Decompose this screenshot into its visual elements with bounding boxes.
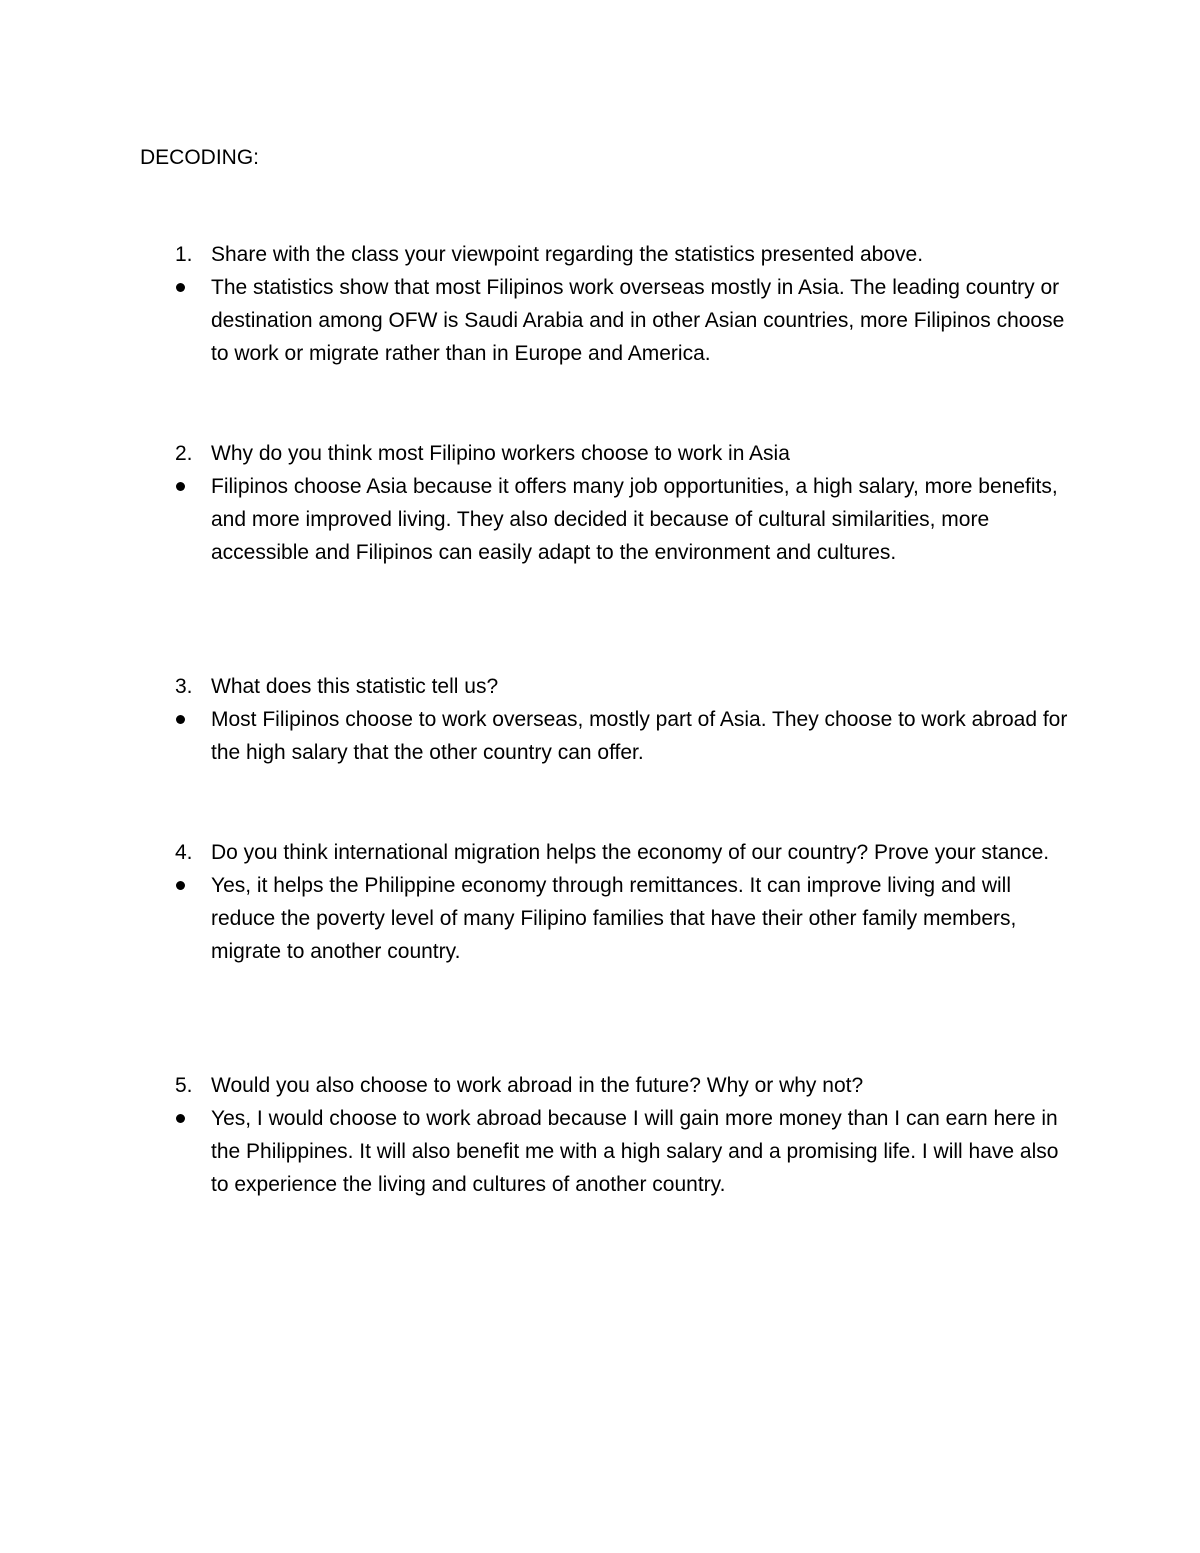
question-text: Do you think international migration helps the economy of our country? Prove your stance. — [211, 841, 1050, 864]
question-text: Share with the class your viewpoint regarding the statistics presented above. — [211, 243, 924, 266]
question-item — [0, 670, 1200, 703]
answer-text: Yes, it helps the Philippine economy through remittances. It can improve living and will reduce the poverty level of many Filipino families that have their other family members, migrate to another country. — [211, 874, 1017, 963]
bullet-icon — [176, 482, 185, 491]
question-block-3 — [0, 670, 1200, 769]
question-number: 5. — [175, 1074, 193, 1097]
question-number: 3. — [175, 675, 193, 698]
answer-item — [0, 703, 1200, 769]
question-number: 2. — [175, 442, 193, 465]
answer-item — [0, 1102, 1200, 1201]
question-text: What does this statistic tell us? — [211, 675, 499, 698]
question-item — [0, 836, 1200, 869]
question-text: Would you also choose to work abroad in the future? Why or why not? — [211, 1074, 864, 1097]
answer-item — [0, 470, 1200, 569]
question-item — [0, 238, 1200, 271]
question-block-1 — [0, 238, 1200, 370]
question-block-4 — [0, 836, 1200, 968]
answer-text: The statistics show that most Filipinos work overseas mostly in Asia. The leading country or destination among OFW is Saudi Arabia and in other Asian countries, more Filipinos choose to work or migrate rather than in Europe and America. — [211, 276, 1065, 365]
answer-item — [0, 869, 1200, 968]
bullet-icon — [176, 283, 185, 292]
bullet-icon — [176, 1114, 185, 1123]
answer-item — [0, 271, 1200, 370]
question-item — [0, 1069, 1200, 1102]
answer-text: Yes, I would choose to work abroad because I will gain more money than I can earn here in the Philippines. It will also benefit me with a high salary and a promising life. I will have also to experience the living and cultures of another country. — [211, 1107, 1059, 1196]
bullet-icon — [176, 881, 185, 890]
answer-text: Filipinos choose Asia because it offers many job opportunities, a high salary, more benefits, and more improved living. They also decided it because of cultural similarities, more accessible and Filipinos can easily adapt to the environment and cultures. — [211, 475, 1058, 564]
question-item — [0, 437, 1200, 470]
bullet-icon — [176, 715, 185, 724]
question-block-2 — [0, 437, 1200, 569]
answer-text: Most Filipinos choose to work overseas, mostly part of Asia. They choose to work abroad for the high salary that the other country can offer. — [211, 708, 1068, 764]
question-text: Why do you think most Filipino workers choose to work in Asia — [211, 442, 790, 465]
document-heading: DECODING: — [140, 146, 260, 169]
question-number: 1. — [175, 243, 193, 266]
question-number: 4. — [175, 841, 193, 864]
question-block-5 — [0, 1069, 1200, 1201]
